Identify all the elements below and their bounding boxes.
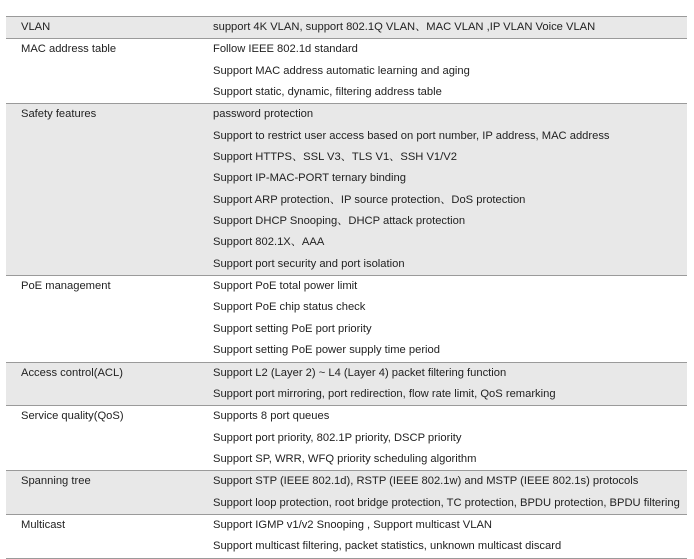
spec-feature-item: support 4K VLAN, support 802.1Q VLAN、MAC VLAN ,IP VLAN Voice VLAN xyxy=(213,21,596,33)
spec-feature-item: Support L2 (Layer 2) ~ L4 (Layer 4) packet filtering function xyxy=(213,366,507,379)
spec-row xyxy=(6,471,687,515)
spec-feature-item: Support to restrict user access based on port number, IP address, MAC address xyxy=(213,129,610,142)
spec-feature-item: Support port priority, 802.1P priority, DSCP priority xyxy=(213,431,462,444)
spec-feature-list xyxy=(213,276,687,362)
specifications-table-body xyxy=(6,17,687,559)
spec-category-label: Multicast xyxy=(21,518,66,531)
spec-category-label: Access control(ACL) xyxy=(6,362,213,406)
spec-feature-item: Supports 8 port queues xyxy=(213,410,330,423)
spec-category-label: MAC address table xyxy=(21,43,117,56)
spec-feature-list xyxy=(213,362,687,406)
spec-row xyxy=(6,514,687,558)
spec-feature-item: Support IP-MAC-PORT ternary binding xyxy=(213,172,406,185)
spec-feature-item: Support port mirroring, port redirection, flow rate limit, QoS remarking xyxy=(213,387,556,400)
spec-feature-item: Support PoE total power limit xyxy=(213,280,358,293)
spec-feature-item: Support setting PoE port priority xyxy=(213,322,372,335)
spec-row xyxy=(6,362,687,406)
spec-feature-list xyxy=(213,104,687,276)
spec-feature-item: Support setting PoE power supply time period xyxy=(213,344,440,357)
spec-category-label: Service quality(QoS) xyxy=(21,410,124,423)
spec-row xyxy=(6,104,687,276)
spec-category-label: VLAN xyxy=(6,17,213,39)
spec-row xyxy=(6,17,687,39)
spec-feature-item: Support multicast filtering, packet statistics, unknown multicast discard xyxy=(213,540,562,553)
spec-category-label: Spanning tree xyxy=(6,471,213,515)
spec-feature-item: Support IGMP v1/v2 Snooping , Support multicast VLAN xyxy=(213,518,493,531)
spec-feature-item: Support loop protection, root bridge protection, TC protection, BPDU protection, BPDU filtering xyxy=(213,496,680,509)
spec-feature-item: Support 802.1X、AAA xyxy=(213,236,325,249)
spec-feature-item: Support MAC address automatic learning and aging xyxy=(213,64,470,77)
spec-feature-item: Support DHCP Snooping、DHCP attack protection xyxy=(213,215,466,228)
spec-feature-item: Support static, dynamic, filtering address table xyxy=(213,86,442,99)
spec-category-label: PoE management xyxy=(21,280,111,293)
spec-category-label: Safety features xyxy=(6,104,213,276)
spec-feature-item: Support STP (IEEE 802.1d), RSTP (IEEE 802.1w) and MSTP (IEEE 802.1s) protocols xyxy=(213,475,639,488)
spec-feature-list xyxy=(213,39,687,104)
spec-feature-item: Follow IEEE 802.1d standard xyxy=(213,43,358,56)
spec-feature-item: Support SP, WRR, WFQ priority scheduling algorithm xyxy=(213,452,477,465)
spec-feature-item: password protection xyxy=(213,108,314,121)
spec-row xyxy=(6,276,687,362)
spec-feature-list xyxy=(213,406,687,471)
spec-feature-item: Support ARP protection、IP source protection、DoS protection xyxy=(213,193,526,206)
spec-feature-list xyxy=(213,514,687,558)
spec-feature-list xyxy=(213,17,687,39)
spec-feature-item: Support port security and port isolation xyxy=(213,257,405,270)
spec-row xyxy=(6,39,687,104)
spec-feature-list xyxy=(213,471,687,515)
spec-row xyxy=(6,406,687,471)
spec-feature-item: Support HTTPS、SSL V3、TLS V1、SSH V1/V2 xyxy=(213,151,457,164)
spec-feature-item: Support PoE chip status check xyxy=(213,301,366,314)
specifications-table xyxy=(6,16,687,559)
